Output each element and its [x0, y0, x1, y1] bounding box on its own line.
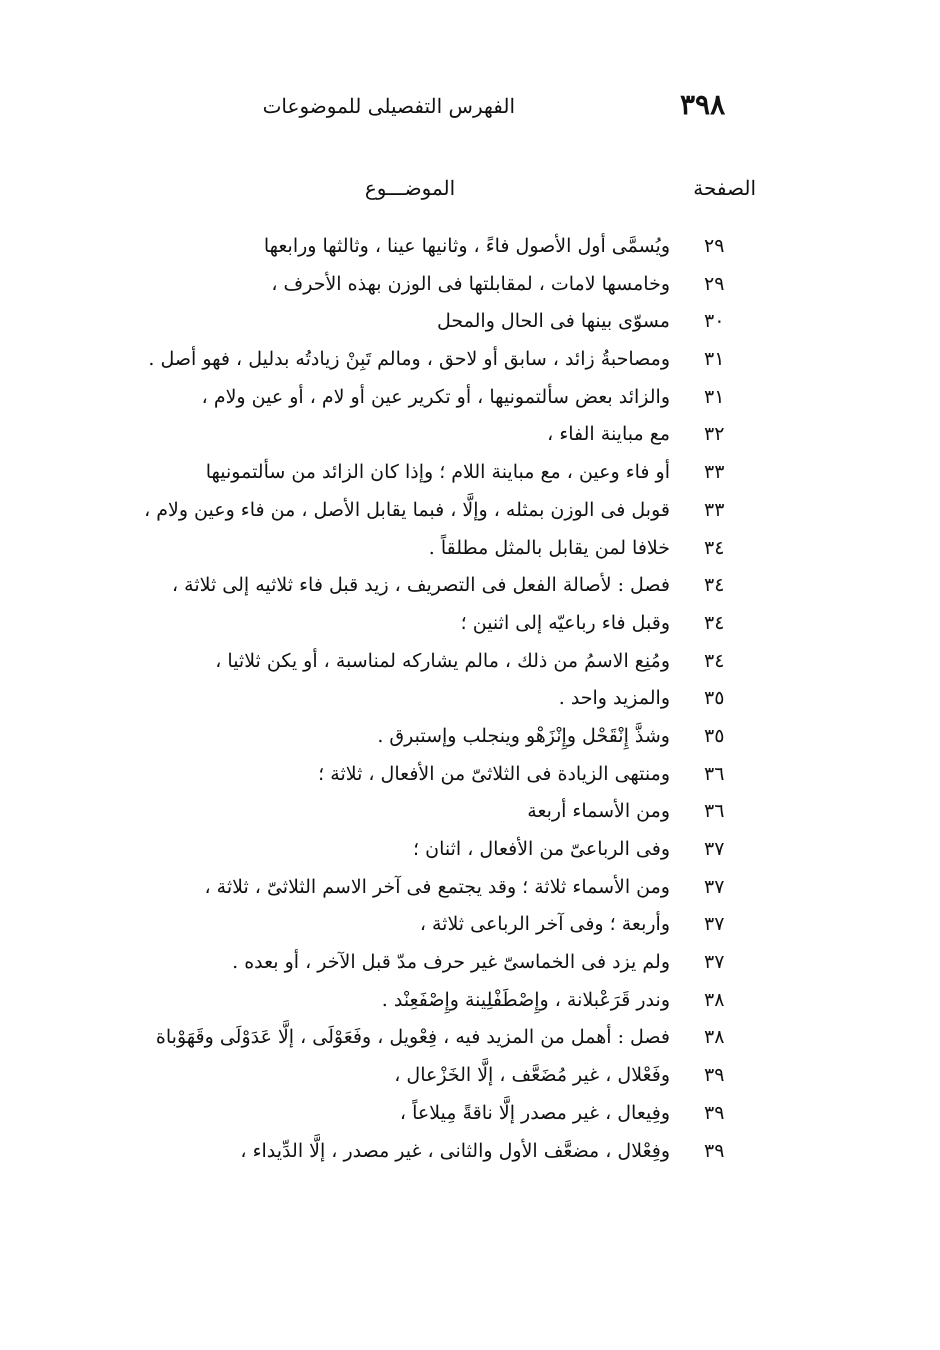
entry-page-number: ٣٨ — [704, 1026, 725, 1049]
entry-page-number: ٣٧ — [704, 838, 725, 860]
index-entry — [120, 944, 740, 982]
page-header-title: الفهرس التفصيلى للموضوعات — [262, 94, 515, 118]
entry-text: ولم يزد فى الخماسىّ غير حرف مدّ قبل الآخر ، أو بعده . — [232, 951, 670, 974]
column-header-topic: الموضـــوع — [364, 176, 456, 200]
entry-text: وخامسها لامات ، لمقابلتها فى الوزن بهذه الأحرف ، — [271, 272, 670, 295]
entry-text: وأربعة ؛ وفى آخر الرباعى ثلاثة ، — [419, 913, 670, 936]
page-number: ٣٩٨ — [680, 88, 726, 121]
index-entry — [120, 1095, 740, 1133]
entry-text: وقبل فاء رباعيّه إلى اثنين ؛ — [460, 611, 670, 634]
entry-page-number: ٣٩ — [704, 1139, 725, 1162]
index-entry — [120, 1019, 740, 1057]
index-entry — [120, 906, 740, 944]
index-entry — [120, 416, 740, 454]
entry-text: ومن الأسماء ثلاثة ؛ وقد يجتمع فى آخر الاسم الثلاثىّ ، ثلاثة ، — [204, 875, 670, 898]
index-entry — [120, 567, 740, 605]
entry-text: وفَعْلال ، غير مُضَعَّف ، إلَّا الخَزْعال ، — [394, 1064, 670, 1087]
index-entry — [120, 643, 740, 681]
entry-page-number: ٣٩ — [704, 1064, 725, 1087]
entry-text: فصل : لأصالة الفعل فى التصريف ، زيد قبل فاء ثلاثيه إلى ثلاثة ، — [171, 574, 670, 597]
entry-text: ومُنِع الاسمُ من ذلك ، مالم يشاركه لمناسبة ، أو يكن ثلاثيا ، — [215, 649, 670, 672]
entry-page-number: ٣١ — [704, 385, 725, 408]
entry-page-number: ٢٩ — [704, 235, 725, 257]
entry-page-number: ٣٣ — [704, 461, 725, 484]
entry-page-number: ٣١ — [704, 348, 725, 371]
entry-page-number: ٣٧ — [704, 913, 725, 936]
index-entry — [120, 1057, 740, 1095]
index-entry — [120, 1133, 740, 1171]
index-entry — [120, 793, 740, 831]
entry-text: خلافا لمن يقابل بالمثل مطلقاً . — [428, 536, 670, 559]
entry-page-number: ٣٤ — [704, 611, 725, 634]
entry-text: وفِيعال ، غير مصدر إلَّا ناقةً مِيلاعاً ، — [399, 1101, 670, 1124]
index-entry — [120, 228, 740, 266]
entry-text: ويُسمَّى أول الأصول فاءً ، وثانيها عينا ، وثالثها ورابعها — [263, 235, 670, 257]
index-entry — [120, 266, 740, 304]
entry-text: ومن الأسماء أربعة — [527, 800, 670, 823]
index-entry — [120, 530, 740, 568]
entry-text: والمزيد واحد . — [558, 687, 670, 710]
entry-page-number: ٣٤ — [704, 536, 725, 559]
index-entry — [120, 831, 740, 869]
index-entry — [120, 303, 740, 341]
entry-text: أو فاء وعين ، مع مباينة اللام ؛ وإذا كان الزائد من سألتمونيها — [205, 461, 670, 484]
entry-page-number: ٣٨ — [704, 988, 725, 1011]
index-entry — [120, 379, 740, 417]
entry-page-number: ٣٩ — [704, 1101, 725, 1124]
entry-text: ومنتهى الزيادة فى الثلاثىّ من الأفعال ، ثلاثة ؛ — [318, 762, 670, 785]
entry-page-number: ٣٠ — [704, 310, 725, 333]
entry-text: فصل : أهمل من المزيد فيه ، فِعْويل ، وفَعَوْلَى ، إلَّا عَدَوْلَى وقَهَوْباة — [155, 1026, 670, 1049]
entry-text: والزائد بعض سألتمونيها ، أو تكرير عين أو لام ، أو عين ولام ، — [201, 385, 670, 408]
entry-text: قوبل فى الوزن بمثله ، وإلَّا ، فبما يقابل الأصل ، من فاء وعين ولام ، — [144, 498, 670, 521]
entry-page-number: ٣٦ — [704, 762, 725, 785]
index-entry — [120, 869, 740, 907]
entry-page-number: ٣٧ — [704, 951, 725, 974]
index-entry — [120, 605, 740, 643]
entry-text: مع مباينة الفاء ، — [547, 423, 670, 446]
index-entry — [120, 454, 740, 492]
entry-page-number: ٣٢ — [704, 423, 725, 446]
index-entry — [120, 756, 740, 794]
entry-text: وشذَّ إِنْقَحْل وإِنْزَهْو وينجلب وإستبرق . — [377, 724, 670, 747]
entry-text: وندر قَرَعْبلانة ، وإِصْطَفْلِينة وإِصْفَعِنْد . — [381, 988, 670, 1011]
entry-page-number: ٣٥ — [704, 724, 725, 747]
entry-text: مسوّى بينها فى الحال والمحل — [436, 310, 670, 333]
entry-text: وفِعْلال ، مضعَّف الأول والثانى ، غير مصدر ، إلَّا الدِّيداء ، — [240, 1139, 670, 1162]
entry-page-number: ٣٧ — [704, 875, 725, 898]
column-header-page: الصفحة — [693, 176, 756, 200]
index-entry — [120, 680, 740, 718]
index-entry — [120, 341, 740, 379]
index-entry — [120, 982, 740, 1020]
entry-text: ومصاحبةُ زائد ، سابق أو لاحق ، ومالم تَبِنْ زيادتُه بدليل ، فهو أصل . — [148, 348, 670, 371]
entry-text: وفى الرباعىّ من الأفعال ، اثنان ؛ — [413, 838, 670, 860]
index-entry — [120, 718, 740, 756]
entry-page-number: ٣٣ — [704, 498, 725, 521]
entry-page-number: ٣٤ — [704, 649, 725, 672]
entry-page-number: ٣٦ — [704, 800, 725, 823]
index-entry — [120, 492, 740, 530]
entry-page-number: ٣٥ — [704, 687, 725, 710]
entry-page-number: ٣٤ — [704, 574, 725, 597]
index-entries-list — [120, 228, 740, 1170]
entry-page-number: ٢٩ — [704, 272, 725, 295]
